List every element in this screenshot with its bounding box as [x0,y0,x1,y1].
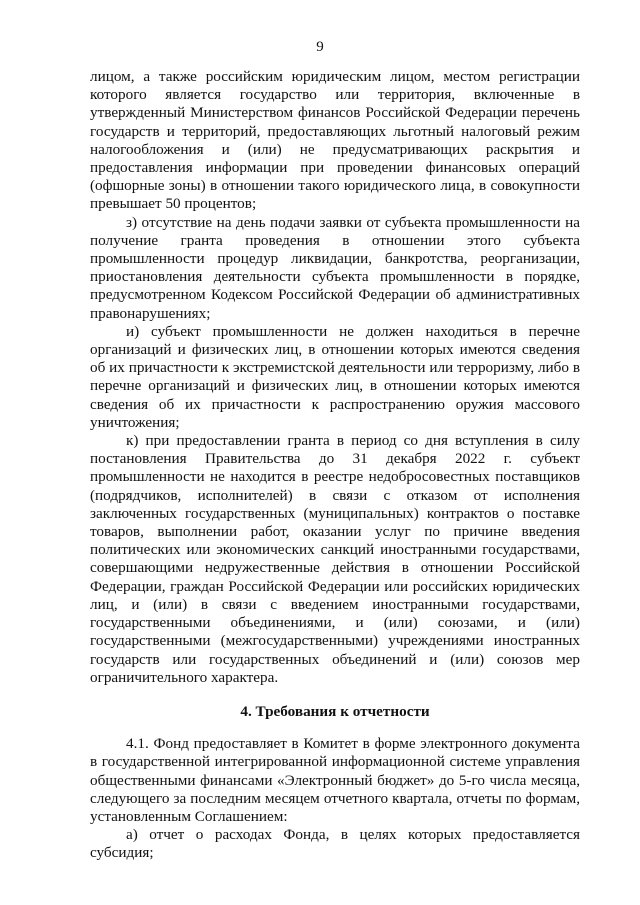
paragraph-offshore-continuation: лицом, а также российским юридическим лицом, местом регистрации которого является государство или территория, включенные в утвержденный Министерством финансов Российской Федерации перечень государств и территорий, предоставляющих льготный налоговый режим налогообложения и (или) не предусматривающих раскрытия и предоставления информации при проведении финансовых операций (офшорные зоны) в отношении такого юридического лица, в совокупности превышает 50 процентов; [90,68,580,213]
page-number: 9 [316,39,324,55]
section-heading: 4. Требования к отчетности [240,702,430,720]
document-body [90,68,580,863]
paragraph-item-k: к) при предоставлении гранта в период со дня вступления в силу постановления Правительства до 31 декабря 2022 г. субъект промышленности не находится в реестре недобросовестных поставщиков (подрядчиков, исполнителей) в связи с отказом от исполнения заключенных государственных (муниципальных) контрактов о поставке товаров, выполнении работ, оказании услуг по причине введения политических или экономических санкций иностранными государствами, совершающими недружественные действия в отношении Российской Федерации, граждан Российской Федерации или российских юридических лиц, и (или) в связи с введением иностранными государствами, государственными объединениями, и (или) союзами, и (или) государственными (межгосударственными) учреждениями иностранных государств или государственных объединений и (или) союзов мер ограничительного характера. [90,432,580,686]
paragraph-item-z: з) отсутствие на день подачи заявки от субъекта промышленности на получение гранта проведения в отношении этого субъекта промышленности процедур ликвидации, банкротства, реорганизации, приостановления деятельности субъекта промышленности в порядке, предусмотренном Кодексом Российской Федерации об административных правонарушениях; [90,213,580,322]
paragraph-4-1: 4.1. Фонд предоставляет в Комитет в форме электронного документа в государственной интегрированной информационной системе управления общественными финансами «Электронный бюджет» до 5-го числа месяца, следующего за последним месяцем отчетного квартала, отчеты по формам, установленным Соглашением: [90,735,580,825]
paragraph-item-a: а) отчет о расходах Фонда, в целях которых предоставляется субсидия; [90,826,580,862]
paragraph-item-i: и) субъект промышленности не должен находиться в перечне организаций и физических лиц, в отношении которых имеются сведения об их причастности к экстремистской деятельности или терроризму, либо в перечне организаций и физических лиц, в отношении которых имеются сведения об их причастности к распространению оружия массового уничтожения; [90,322,580,431]
